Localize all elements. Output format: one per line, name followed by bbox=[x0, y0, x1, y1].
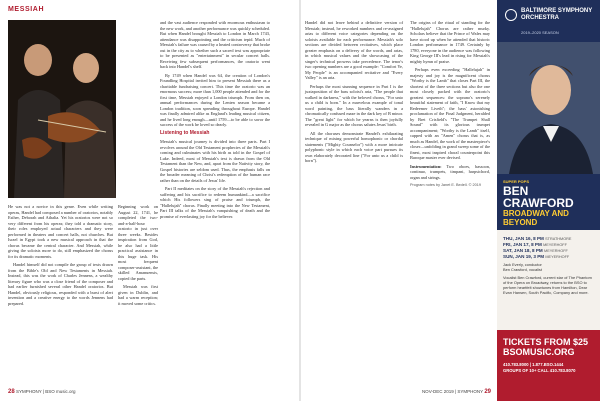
ad-description: Vocalist Ben Crawford, current star of The Phantom of the Opera on Broadway, returns to the BSO to perform heartfelt showtunes from Hamilton, Dear Evan Hansen, South Pacific, Company and more. bbox=[503, 275, 592, 295]
paragraph: Beginning work on August 22, 1741, he completed the two-and-a-half-hour oratorio in just over three weeks. Besides inspiration from God, he also had a little practical assistance in this huge task. His most frequent composer-assistant, the skilled Amanuensis, copied the parts. bbox=[118, 204, 159, 281]
footer-left-text: SYMPHONY | BSO music.org bbox=[15, 389, 76, 394]
musicians-photo bbox=[8, 20, 116, 198]
venue-text: MEYERHOFF bbox=[545, 255, 570, 259]
group-sales: GROUPS OF 10+ CALL 410.783.8070 bbox=[503, 367, 576, 373]
concert-advertisement[interactable] bbox=[497, 0, 600, 401]
page-number-left: 28 bbox=[8, 389, 15, 395]
paragraph: Handel himself did not compile the group of texts drawn from the Bible's Old and New Testaments in Messiah. Instead, this was the work of Charles Jennens, a wealthy literary figure who was a close friend of the composer and had earlier furnished several other Handel oratorios. But Handel, obviously religious, responded with a burst of alert invention and a creative energy to the words Jennens had prepared. bbox=[8, 262, 113, 306]
series-label: SUPER POPS bbox=[503, 179, 530, 184]
tickets-link[interactable]: TICKETS FROM $25 BSOMUSIC.ORG bbox=[503, 337, 589, 357]
paragraph: Part II meditates on the story of the Messiah's rejection and suffering and his sacrifice to redeem humankind—a sacrifice which His followers sing of praise and triumph, the "Hallelujah" chorus. Finally meeting into the New Testament, Part III talks of the Messiah's vanquishing of death and the promise of everlasting joy for the believer. bbox=[160, 186, 270, 219]
venue-text: STRATHMORE bbox=[545, 237, 572, 241]
season-label: 2019–2020 SEASON bbox=[521, 30, 559, 35]
article-column-4 bbox=[305, 20, 403, 167]
ad-blurb bbox=[503, 262, 595, 295]
page-gutter bbox=[299, 0, 301, 401]
show-title: BROADWAY AND BEYOND bbox=[503, 209, 569, 227]
instrumentation-text: Two oboes, bassoon, continuo, trumpets, timpani, harpsichord, organ and strings. bbox=[410, 163, 491, 180]
paragraph: By 1749 when Handel was 64, the creation of London's Foundling Hospital invited him to present Messiah there as a charitable fundraising concert. This time the oratorio was an enormous success; more than 1,000 people attended and for the first time, Messiah enjoyed a London triumph. From then on, annual performances during the Lenten season became a London tradition, soon spreading throughout Europe. Handel was finally admired alike as England's leading musical citizen, and he lived long enough—until 1759—to be able to savor the success of the work he loved so dearly. bbox=[160, 72, 270, 127]
performance-date-4 bbox=[503, 254, 595, 260]
page-number-right: 29 bbox=[484, 389, 491, 395]
artist-name: BEN CRAWFORD bbox=[503, 184, 574, 210]
running-head: MESSIAH bbox=[8, 6, 45, 13]
performance-dates bbox=[503, 236, 595, 260]
footer-right-text: NOV-DEC 2019 | SYMPHONY bbox=[421, 389, 484, 394]
bso-logo-icon bbox=[505, 9, 517, 21]
date-text: SAT, JAN 18, 8 PM bbox=[503, 248, 543, 253]
footer-left bbox=[8, 389, 76, 395]
paragraph: and the vast audience responded with enormous enthusiasm to the new work, and another performance was quickly scheduled. But when Handel brought Messiah to London in March 1743, attendance was disappointing and the criticism tepid. Much of Messiah's failure was caused by a heated controversy that broke out in the city as to whether such a sacred text was appropriate to be presented as "entertainment" in secular concert halls. Receiving few subsequent performances, the oratorio went back into Handel's shelf. bbox=[160, 20, 270, 69]
ticket-phone bbox=[503, 362, 595, 373]
paragraph: Handel did not leave behind a definitive version of Messiah; instead, he reworked numbers and re-assigned arias to different voice categories depending on the soloists available for each performance. Messiah's solo sections are divided between recitatives, which place greater emphasis on a delivery of the words, and arias, in which musical values and the showcasing of the singer's technical prowess take precedence. The tenor's two opening numbers are a good example: "Comfort Ye, My People" is an accompanied recitative and "Every Valley" is an aria. bbox=[305, 20, 403, 80]
conductor-credit: Jack Everly, conductor bbox=[503, 262, 542, 267]
paragraph: Perhaps even exceeding "Hallelujah" in majesty and joy is the magnificent chorus "Worthy is the Lamb" that closes Part III, the shortest of the three sections but also the one most closely packed with the oratorio's greatest sequences: the soprano's serenely beautiful statement of faith, "I Know that my Redeemer Liveth"; the bass' astonishing proclamation of the Final Judgment, heralded by Bret Crisfield's "The Trumpet Shall Sound" with its glorious trumpet accompaniment; "Worthy is the Lamb" itself, capped with an "Amen" chorus that is, as much as Handel, the work of the masterpiece's closer—unfolding in grand sweep some of the finest, most inspired choral counterpoint this Baroque master ever devised. bbox=[410, 67, 491, 160]
paragraph: He was not a novice in this genre. Even while writing operas, Handel had composed a number of oratorios, notably Esther, Deborah and Athalia. Yet his oratorios were not so very different from his operas; they told a dramatic story, their roles employed actual characters and they were performed in theaters and concert halls, not churches. But Israel in Egypt took a new musical approach in that the chorus became the central character. And Messiah, while giving the soloists more to do, still emphasized the chorus for its dramatic moments. bbox=[8, 204, 113, 259]
program-notes-credit: Program notes by Janet E. Bedell. © 2019 bbox=[410, 183, 481, 187]
footer-right bbox=[422, 389, 491, 395]
vocalist-credit: Ben Crawford, vocalist bbox=[503, 267, 542, 272]
phone-numbers: 410.783.8000 | 1.877.BSO.1444 bbox=[503, 362, 564, 367]
venue-text: MEYERHOFF bbox=[544, 249, 568, 253]
ad-header bbox=[497, 0, 600, 42]
article-column-2 bbox=[118, 204, 158, 309]
portrait-illustration bbox=[497, 42, 600, 174]
article-column-3 bbox=[160, 20, 270, 222]
article-column-5 bbox=[410, 20, 490, 192]
musicians-photo-illustration bbox=[8, 20, 116, 198]
ben-crawford-photo bbox=[497, 42, 600, 174]
date-text: FRI, JAN 17, 8 PM bbox=[503, 242, 542, 247]
paragraph: Perhaps the most stunning sequence in Part I is the juxtaposition of the bass soloist's aria, "The people that walked in darkness," with the beloved chorus, "For unto us a child is born." In a marvelous example of tonal word painting, the bass literally wanders in a chromatically confused maze in the dark key of B minor. The "great light" for which he yearns is then joyfully revealed in G major as the chorus salutes Jesus' birth. bbox=[305, 83, 403, 127]
bso-logo-text: BALTIMORE SYMPHONY ORCHESTRA bbox=[521, 8, 593, 21]
paragraph: Messiah's musical journey is divided into three parts. Part I revolves around the Old Testament prophecies of the Messiah's coming and culminates with his birth as told in the Gospel of Luke. Indeed, most of Messiah's text is drawn from the Old Testament than the New, and, apart from the Nativity story, the Gospel histories are seldom used. Thus, the emphasis falls on the broader meaning of Christ's redemption of the human race rather than on the details of Jesus' life. bbox=[160, 139, 270, 183]
paragraph: The origins of the ritual of standing for the "Hallelujah" Chorus are rather murky. Scholars believe that the Prince of Wales may have stood up when he attended that historic London performance in 1749. Certainly by 1780, everyone in the audience was following King George III's lead in rising for Messiah's mighty hymn of praise. bbox=[410, 20, 490, 64]
instrumentation-note bbox=[410, 164, 490, 181]
date-text: THU, JAN 16, 8 PM bbox=[503, 236, 544, 241]
instrumentation-label: Instrumentation: bbox=[410, 163, 442, 169]
venue-text: MEYERHOFF bbox=[543, 243, 567, 247]
date-text: SUN, JAN 19, 3 PM bbox=[503, 254, 545, 259]
paragraph: Messiah was first given in Dublin, and had a warm reception; it moved some critics. bbox=[118, 284, 158, 306]
article-column-1 bbox=[8, 204, 113, 309]
paragraph: All the choruses demonstrate Handel's exhilarating technique of mixing powerful homophonic or chordal statements ("Mighty Counselor") with a more intricate polyphonic style in which each voice part pursues its own elaborately decorated line ("For unto us a child is born"). bbox=[305, 130, 403, 163]
section-subhead: Listening to Messiah bbox=[160, 129, 210, 136]
